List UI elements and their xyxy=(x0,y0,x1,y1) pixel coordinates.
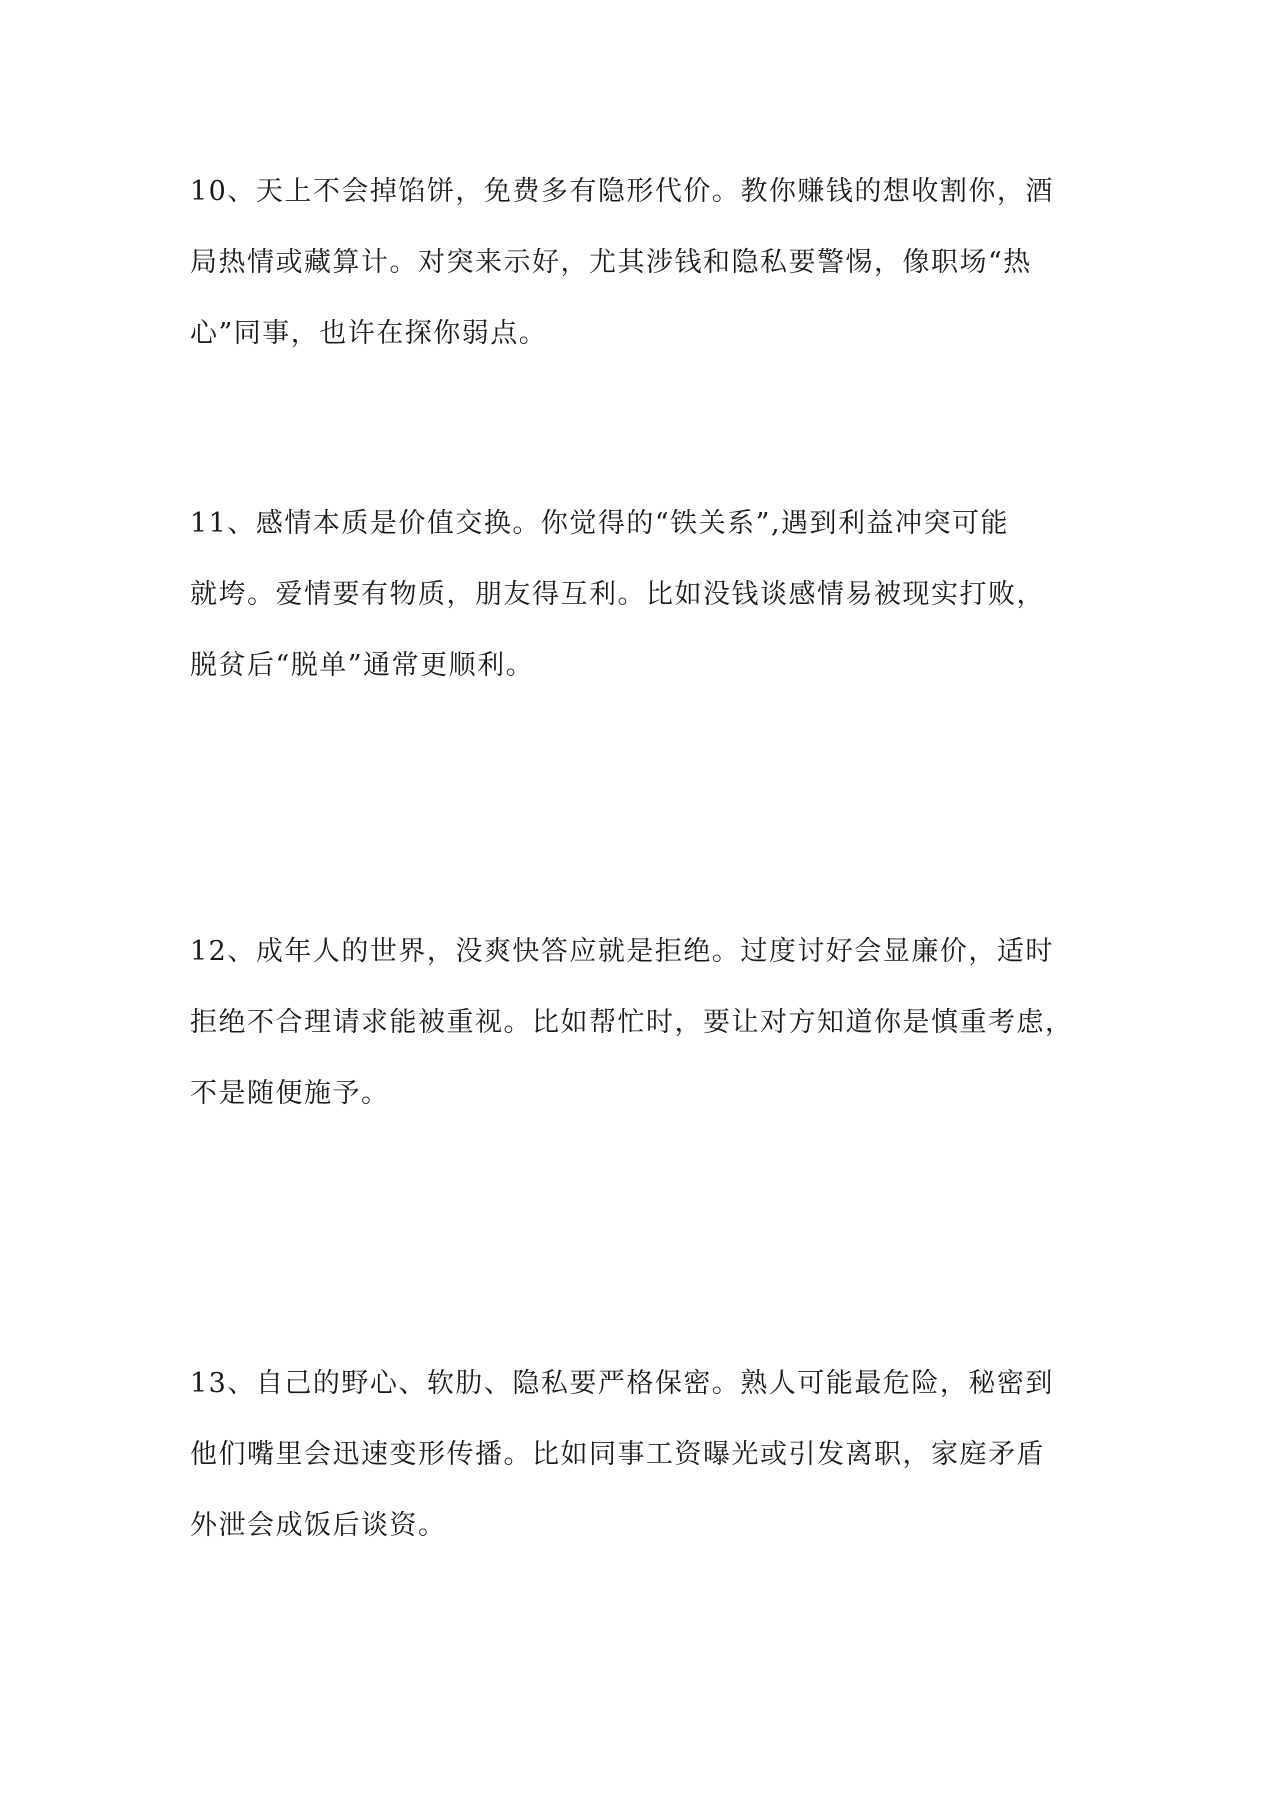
paragraph-line: 12、成年人的世界，没爽快答应就是拒绝。过度讨好会显廉价，适时 xyxy=(190,936,1054,967)
paragraph-11 xyxy=(190,488,1090,701)
paragraph-line: 不是随便施予。 xyxy=(190,1078,390,1109)
paragraph-10 xyxy=(190,156,1090,369)
paragraph-line: 脱贫后“脱单”通常更顺利。 xyxy=(190,650,535,681)
paragraph-line: 他们嘴里会迅速变形传播。比如同事工资曝光或引发离职，家庭矛盾 xyxy=(190,1439,1045,1470)
paragraph-line: 就垮。爱情要有物质，朋友得互利。比如没钱谈感情易被现实打败， xyxy=(190,579,1045,610)
paragraph-13 xyxy=(190,1348,1090,1561)
paragraph-line: 心”同事，也许在探你弱点。 xyxy=(190,318,548,349)
paragraph-line: 13、自己的野心、软肋、隐私要严格保密。熟人可能最危险，秘密到 xyxy=(190,1368,1054,1399)
paragraph-line: 局热情或藏算计。对突来示好，尤其涉钱和隐私要警惕，像职场“热 xyxy=(190,247,1032,278)
paragraph-line: 拒绝不合理请求能被重视。比如帮忙时，要让对方知道你是慎重考虑， xyxy=(190,1007,1074,1038)
paragraph-12 xyxy=(190,916,1090,1129)
paragraph-line: 11、感情本质是价值交换。你觉得的“铁关系”,遇到利益冲突可能 xyxy=(190,508,1010,539)
paragraph-line: 10、天上不会掉馅饼，免费多有隐形代价。教你赚钱的想收割你，酒 xyxy=(190,176,1054,207)
paragraph-line: 外泄会成饭后谈资。 xyxy=(190,1510,447,1541)
